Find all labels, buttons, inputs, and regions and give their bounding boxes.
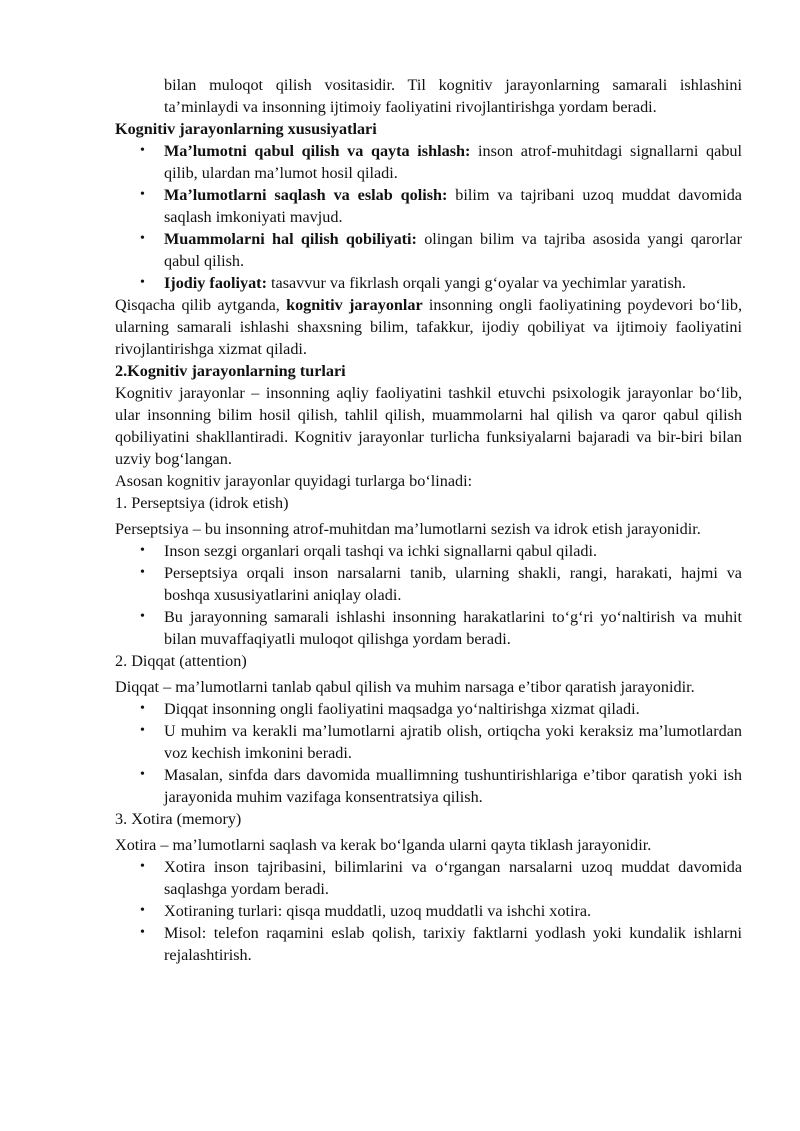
features-summary	[115, 294, 742, 360]
bullet-icon: •	[140, 701, 145, 716]
list-item	[115, 562, 742, 606]
list-item-term: Ma’lumotlarni saqlash va eslab qolish:	[164, 186, 448, 204]
perception-definition: Perseptsiya – bu insonning atrof-muhitdan ma’lumotlarni sezish va idrok etish jarayonidir.	[115, 520, 701, 538]
bullet-icon: •	[140, 925, 145, 940]
list-item-text: bilim va tajribani uzoq muddat davomida saqlash imkoniyati mavjud.	[164, 186, 742, 226]
bullet-icon: •	[140, 723, 145, 738]
list-item	[115, 764, 742, 808]
list-item	[115, 698, 742, 720]
list-item-text: Xotiraning turlari: qisqa muddatli, uzoq muddatli va ishchi xotira.	[164, 902, 592, 920]
list-item-text: Inson sezgi organlari orqali tashqi va ichki signallarni qabul qiladi.	[164, 542, 598, 560]
list-item-text: Diqqat insonning ongli faoliyatini maqsadga yo‘naltirishga xizmat qiladi.	[164, 700, 640, 718]
memory-definition: Xotira – ma’lumotlarni saqlash va kerak bo‘lganda ularni qayta tiklash jarayonidir.	[115, 836, 652, 854]
memory-title: 3. Xotira (memory)	[115, 810, 242, 828]
list-item	[115, 606, 742, 650]
list-item	[115, 720, 742, 764]
perception-title: 1. Perseptsiya (idrok etish)	[115, 494, 289, 512]
summary-bold-term: kognitiv jarayonlar	[286, 296, 423, 314]
bullet-icon: •	[140, 275, 145, 290]
list-item-term: Muammolarni hal qilish qobiliyati:	[164, 230, 417, 248]
attention-definition: Diqqat – ma’lumotlarni tanlab qabul qilish va muhim narsaga e’tibor qaratish jarayonidir.	[115, 678, 695, 696]
bullet-icon: •	[140, 903, 145, 918]
list-item-text: tasavvur va fikrlash orqali yangi g‘oyalar va yechimlar yaratish.	[266, 274, 686, 292]
summary-text-end: insonning ongli faoliyatining poydevori bo‘lib, ularning samarali ishlashi shaxsning bilim, tafakkur, ijodiy qobiliyat va ijtimoiy faoliyatini rivojlantirishga xizmat qiladi.	[115, 296, 742, 358]
features-heading: Kognitiv jarayonlarning xususiyatlari	[115, 120, 377, 138]
list-item-term: Ijodiy faoliyat:	[164, 274, 267, 292]
list-item-text: U muhim va kerakli ma’lumotlarni ajratib olish, ortiqcha yoki keraksiz ma’lumotlardan voz kechish imkonini beradi.	[164, 722, 742, 762]
perception-list	[115, 540, 742, 650]
bullet-icon: •	[140, 767, 145, 782]
list-item-text: Masalan, sinfda dars davomida muallimning tushuntirishlariga e’tibor qaratish yoki ish jarayonida muhim vazifaga konsentratsiya qilish.	[164, 766, 742, 806]
bullet-icon: •	[140, 609, 145, 624]
list-item	[115, 272, 742, 294]
list-item-text: Misol: telefon raqamini eslab qolish, tarixiy faktlarni yodlash yoki kundalik ishlarni rejalashtirish.	[164, 924, 742, 964]
types-paragraph: Kognitiv jarayonlar – insonning aqliy faoliyatini tashkil etuvchi psixologik jarayonlar bo‘lib, ular insonning bilim hosil qilish, tahlil qilish, muammolarni hal qilish va qaror qabul qilish qobiliyatini shakllantiradi. Kognitiv jarayonlar turlicha funksiyalarni bajaradi va bir-biri bilan uzviy bog‘langan.	[115, 384, 742, 468]
features-list	[115, 140, 742, 294]
list-item	[115, 228, 742, 272]
types-heading: 2.Kognitiv jarayonlarning turlari	[115, 362, 346, 380]
summary-text-start: Qisqacha qilib aytganda,	[115, 296, 287, 314]
bullet-icon: •	[140, 143, 145, 158]
list-item-text: olingan bilim va tajriba asosida yangi qarorlar qabul qilish.	[164, 230, 742, 270]
list-item	[115, 900, 742, 922]
attention-list	[115, 698, 742, 808]
list-item-text: Perseptsiya orqali inson narsalarni tanib, ularning shakli, rangi, harakati, hajmi va boshqa xususiyatlarini aniqlay oladi.	[164, 564, 742, 604]
bullet-icon: •	[140, 859, 145, 874]
list-item	[115, 922, 742, 966]
bullet-icon: •	[140, 187, 145, 202]
list-item-text: Xotira inson tajribasini, bilimlarini va o‘rgangan narsalarni uzoq muddat davomida saqlashga yordam beradi.	[164, 858, 742, 898]
bullet-icon: •	[140, 565, 145, 580]
list-item	[115, 184, 742, 228]
list-item	[115, 856, 742, 900]
memory-list	[115, 856, 742, 966]
bullet-icon: •	[140, 543, 145, 558]
list-item-text: Bu jarayonning samarali ishlashi insonning harakatlarini to‘g‘ri yo‘naltirish va muhit bilan muvaffaqiyatli muloqot qilishga yordam beradi.	[164, 608, 742, 648]
intro-continuation: bilan muloqot qilish vositasidir. Til kognitiv jarayonlarning samarali ishlashini ta’minlaydi va insonning ijtimoiy faoliyatini rivojlantirishga yordam beradi.	[164, 76, 742, 116]
list-item	[115, 140, 742, 184]
list-item-text: inson atrof-muhitdagi signallarni qabul qilib, ulardan ma’lumot hosil qiladi.	[164, 142, 742, 182]
list-item-term: Ma’lumotni qabul qilish va qayta ishlash:	[164, 142, 471, 160]
document-page	[115, 74, 742, 966]
list-item	[115, 540, 742, 562]
attention-title: 2. Diqqat (attention)	[115, 652, 247, 670]
bullet-icon: •	[140, 231, 145, 246]
types-intro: Asosan kognitiv jarayonlar quyidagi turlarga bo‘linadi:	[115, 472, 473, 490]
